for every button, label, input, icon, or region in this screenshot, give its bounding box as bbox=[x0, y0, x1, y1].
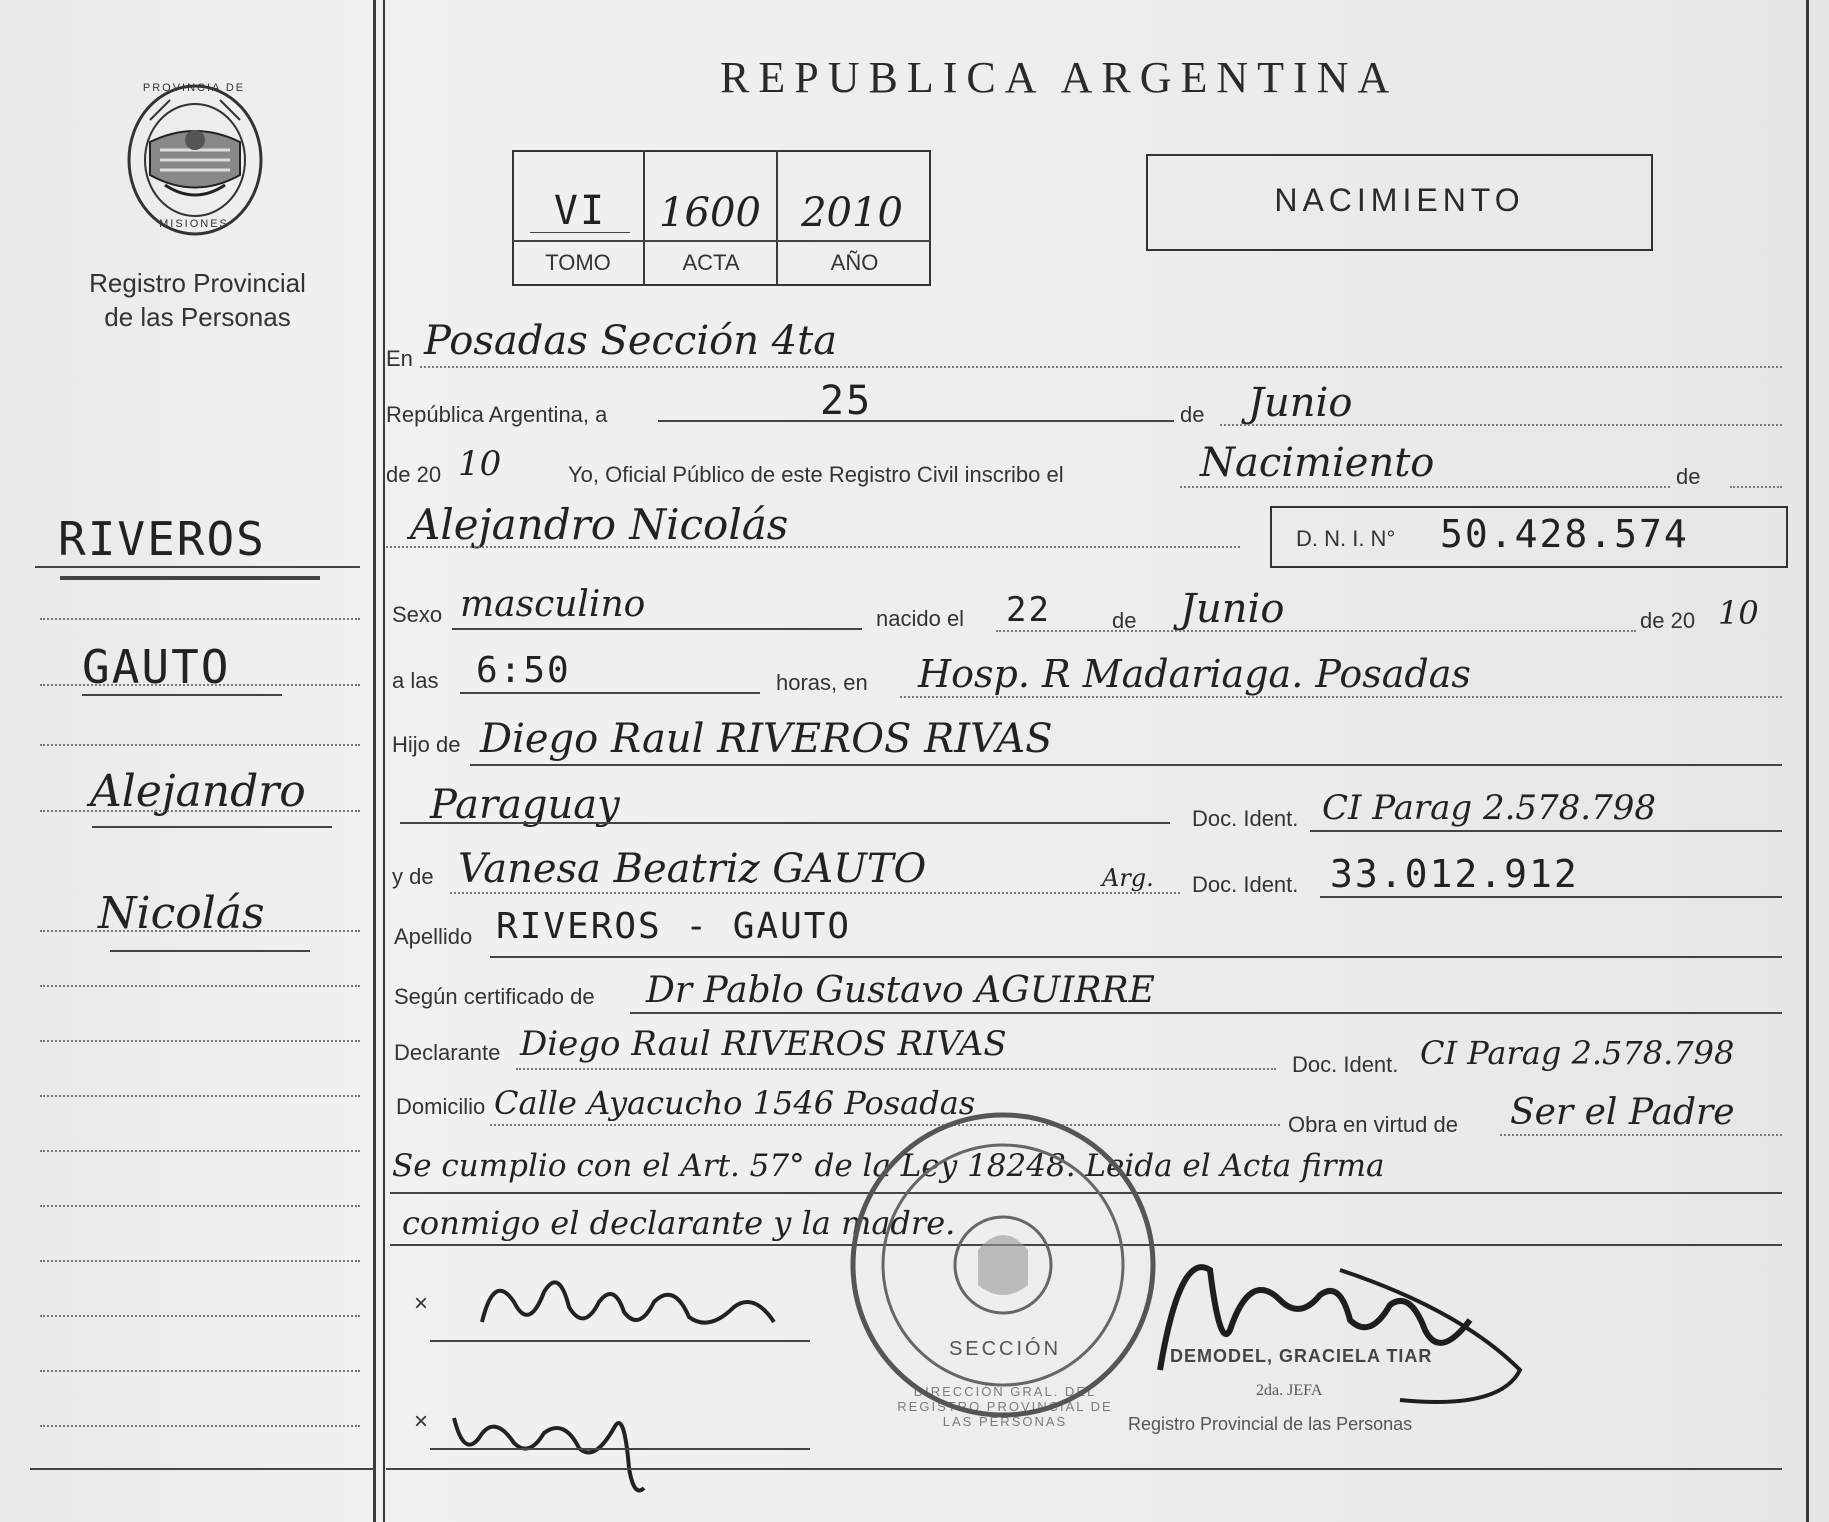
doc-ident-label2: Doc. Ident. bbox=[1192, 872, 1299, 897]
time-line bbox=[460, 692, 760, 694]
registry-name-line2: de las Personas bbox=[104, 302, 291, 332]
official-name: DEMODEL, GRACIELA TIAR bbox=[1170, 1346, 1433, 1366]
sexo-value: masculino bbox=[460, 584, 646, 625]
event-line bbox=[1180, 486, 1670, 488]
birthplace-line bbox=[900, 696, 1782, 698]
doctor-line bbox=[630, 1012, 1782, 1014]
obra-line bbox=[1500, 1134, 1782, 1136]
father-nationality: Paraguay bbox=[430, 782, 620, 828]
event-line-end bbox=[1730, 486, 1782, 488]
sexo-line bbox=[452, 628, 862, 630]
dni-label: D. N. I. N° bbox=[1296, 526, 1396, 551]
margin-underline bbox=[92, 826, 332, 828]
act-type-label: NACIMIENTO bbox=[1274, 182, 1525, 218]
text-line2: conmigo el declarante y la madre. bbox=[402, 1204, 956, 1242]
official-signature-icon bbox=[1140, 1210, 1560, 1430]
official-stamp-icon bbox=[838, 1100, 1168, 1430]
margin-given1: Alejandro bbox=[90, 766, 306, 817]
birthplace-value: Hosp. R Madariaga. Posadas bbox=[918, 652, 1471, 696]
column-divider-left bbox=[373, 0, 376, 1522]
place-line bbox=[420, 366, 1782, 368]
apellido-line bbox=[490, 956, 1782, 958]
horas-label: horas, en bbox=[776, 670, 868, 695]
child-name: Alejandro Nicolás bbox=[410, 500, 789, 549]
country-title: REPUBLICA ARGENTINA bbox=[720, 53, 1399, 102]
column-divider-inner bbox=[383, 0, 385, 1522]
mother-nationality: Arg. bbox=[1102, 864, 1154, 892]
doctor-value: Dr Pablo Gustavo AGUIRRE bbox=[646, 970, 1155, 1011]
signature-mark-2: × bbox=[414, 1408, 429, 1435]
declarante-label: Declarante bbox=[394, 1040, 501, 1065]
signature-mark-1: × bbox=[414, 1290, 429, 1317]
doc-ident-label: Doc. Ident. bbox=[1192, 806, 1299, 831]
de-label: de bbox=[1180, 402, 1205, 427]
en-label: En bbox=[386, 346, 413, 371]
month-line bbox=[1220, 424, 1782, 426]
mother-doc: 33.012.912 bbox=[1330, 852, 1579, 896]
stamp-center-text: SECCIÓN bbox=[948, 1338, 1062, 1360]
margin-dots bbox=[40, 1150, 360, 1152]
birth-year-suffix: 10 bbox=[1718, 594, 1759, 632]
tomo-underline bbox=[530, 232, 630, 233]
dni-value: 50.428.574 bbox=[1440, 512, 1689, 556]
margin-dots bbox=[40, 744, 360, 746]
de-label3: de bbox=[1112, 608, 1137, 633]
provincial-seal-icon bbox=[120, 80, 270, 240]
de-label2: de bbox=[1676, 464, 1701, 489]
sexo-label: Sexo bbox=[392, 602, 443, 627]
official-role: 2da. JEFA bbox=[1256, 1382, 1323, 1399]
yo-label: Yo, Oficial Público de este Registro Civil inscribo el bbox=[568, 462, 1064, 487]
declarante-line bbox=[516, 1068, 1276, 1070]
margin-bottom-line bbox=[30, 1468, 375, 1470]
segun-label: Según certificado de bbox=[394, 984, 595, 1009]
obra-label: Obra en virtud de bbox=[1288, 1112, 1458, 1137]
margin-surname2: GAUTO bbox=[82, 640, 231, 694]
alas-label: a las bbox=[392, 668, 439, 693]
apellido-value: RIVEROS - GAUTO bbox=[496, 906, 852, 947]
father-name-line bbox=[470, 764, 1782, 766]
declarant-signature-icon bbox=[474, 1262, 794, 1352]
registry-name-line1: Registro Provincial bbox=[89, 268, 306, 298]
official-org: Registro Provincial de las Personas bbox=[1128, 1414, 1413, 1434]
mother-name: Vanesa Beatriz GAUTO bbox=[458, 846, 927, 892]
father-name: Diego Raul RIVEROS RIVAS bbox=[480, 716, 1053, 762]
father-doc: CI Parag 2.578.798 bbox=[1322, 788, 1657, 828]
margin-surname1: RIVEROS bbox=[58, 512, 266, 566]
margin-given2: Nicolás bbox=[98, 888, 265, 939]
signature-line-1 bbox=[430, 1340, 810, 1342]
margin-dots bbox=[40, 1370, 360, 1372]
event-value: Nacimiento bbox=[1200, 440, 1435, 486]
birth-date-line bbox=[996, 630, 1636, 632]
seal-bottom-text: MISIONES bbox=[159, 218, 229, 230]
acta-value: 1600 bbox=[659, 190, 761, 236]
text-line1: Se cumplio con el Art. 57° de la Ley 18248. Leida el Acta firma bbox=[392, 1148, 1385, 1184]
record-label-separator bbox=[512, 240, 931, 242]
de20-label2: de 20 bbox=[1640, 608, 1696, 633]
margin-dots bbox=[40, 1425, 360, 1427]
birth-day: 22 bbox=[1006, 590, 1051, 630]
margin-dots bbox=[40, 1040, 360, 1042]
domicilio-label: Domicilio bbox=[396, 1094, 486, 1119]
domicilio-value: Calle Ayacucho 1546 Posadas bbox=[494, 1084, 976, 1122]
stamp-text: DIRECCIÓN GRAL. DEL REGISTRO PROVINCIAL DE LAS PERSONAS bbox=[897, 1384, 1113, 1429]
margin-dots bbox=[40, 985, 360, 987]
margin-dots bbox=[40, 1205, 360, 1207]
yde-label: y de bbox=[392, 864, 434, 889]
obra-value: Ser el Padre bbox=[1510, 1092, 1735, 1133]
margin-line bbox=[35, 566, 360, 568]
anio-value: 2010 bbox=[801, 190, 903, 236]
margin-underline bbox=[82, 694, 282, 696]
right-border bbox=[1806, 0, 1809, 1522]
margin-dots bbox=[40, 810, 360, 812]
mother-name-line bbox=[450, 892, 1180, 894]
time-value: 6:50 bbox=[476, 650, 571, 691]
bottom-line bbox=[386, 1468, 1782, 1470]
apellido-label: Apellido bbox=[394, 924, 473, 949]
de20-label: de 20 bbox=[386, 462, 442, 487]
republica-label: República Argentina, a bbox=[386, 402, 608, 427]
margin-dots bbox=[40, 930, 360, 932]
day-value: 25 bbox=[820, 378, 873, 424]
day-line bbox=[658, 420, 1174, 422]
seal-top-text: PROVINCIA DE bbox=[142, 82, 246, 94]
margin-underline bbox=[110, 950, 310, 952]
tomo-value: VI bbox=[553, 188, 607, 234]
declarante-value: Diego Raul RIVEROS RIVAS bbox=[520, 1024, 1007, 1064]
signature-line-2 bbox=[430, 1448, 810, 1450]
father-nationality-line bbox=[400, 822, 1170, 824]
margin-dots bbox=[40, 1315, 360, 1317]
nacido-label: nacido el bbox=[876, 606, 965, 631]
place-value: Posadas Sección 4ta bbox=[424, 318, 838, 364]
birth-month: Junio bbox=[1180, 586, 1285, 632]
month-value: Junio bbox=[1248, 380, 1353, 426]
hijo-label: Hijo de bbox=[392, 732, 461, 757]
margin-dots bbox=[40, 684, 360, 686]
mother-doc-line bbox=[1320, 896, 1782, 898]
acta-label: ACTA bbox=[682, 250, 740, 275]
margin-underline bbox=[60, 576, 320, 580]
margin-dots bbox=[40, 1260, 360, 1262]
doc-ident-label3: Doc. Ident. bbox=[1292, 1052, 1399, 1077]
child-name-line bbox=[386, 546, 1240, 548]
father-doc-line bbox=[1310, 830, 1782, 832]
year-suffix: 10 bbox=[458, 444, 502, 484]
declarante-doc: CI Parag 2.578.798 bbox=[1420, 1034, 1735, 1072]
anio-label: AÑO bbox=[830, 250, 879, 275]
margin-dots bbox=[40, 1095, 360, 1097]
margin-dots bbox=[40, 618, 360, 620]
tomo-label: TOMO bbox=[545, 250, 611, 275]
